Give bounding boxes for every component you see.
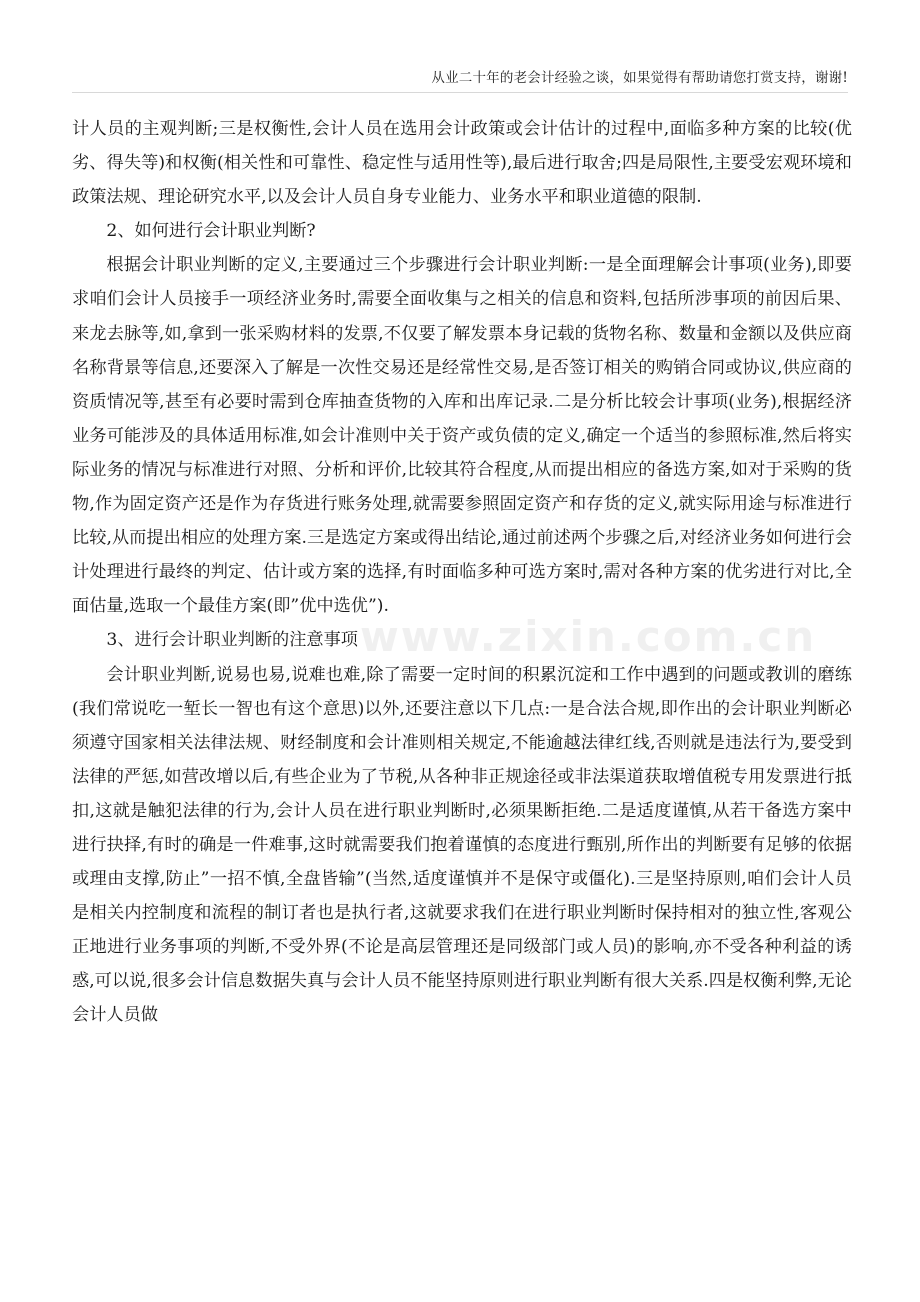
body-paragraph: 根据会计职业判断的定义,主要通过三个步骤进行会计职业判断:一是全面理解会计事项(业务),即要求咱们会计人员接手一项经济业务时,需要全面收集与之相关的信息和资料,包括所涉事项的前因后果、来龙去脉等,如,拿到一张采购材料的发票,不仅要了解发票本身记载的货物名称、数量和金额以及供应商名称背景等信息,还要深入了解是一次性交易还是经常性交易,是否签订相关的购销合同或协议,供应商的资质情况等,甚至有必要时需到仓库抽查货物的入库和出库记录.二是分析比较会计事项(业务),根据经济业务可能涉及的具体适用标准,如会计准则中关于资产或负债的定义,确定一个适当的参照标准,然后将实际业务的情况与标准进行对照、分析和评价,比较其符合程度,从而提出相应的备选方案,如对于采购的货物,作为固定资产还是作为存货进行账务处理,就需要参照固定资产和存货的定义,就实际用途与标准进行比较,从而提出相应的处理方案.三是选定方案或得出结论,通过前述两个步骤之后,对经济业务如何进行会计处理进行最终的判定、估计或方案的选择,有时面临多种可选方案时,需对各种方案的优劣进行对比,全面估量,选取一个最佳方案(即”优中选优”). <box>72 255 852 617</box>
body-paragraph: 会计职业判断,说易也易,说难也难,除了需要一定时间的积累沉淀和工作中遇到的问题或教训的磨练(我们常说吃一堑长一智也有这个意思)以外,还要注意以下几点:一是合法合规,即作出的会计职业判断必须遵守国家相关法律法规、财经制度和会计准则相关规定,不能逾越法律红线,否则就是违法行为,要受到法律的严惩,如营改增以后,有些企业为了节税,从各种非正规途径或非法渠道获取增值税专用发票进行抵扣,这就是触犯法律的行为,会计人员在进行职业判断时,必须果断拒绝.二是适度谨慎,从若干备选方案中进行抉择,有时的确是一件难事,这时就需要我们抱着谨慎的态度进行甄别,所作出的判断要有足够的依据或理由支撑,防止”一招不慎,全盘皆输”(当然,适度谨慎并不是保守或僵化).三是坚持原则,咱们会计人员是相关内控制度和流程的制订者也是执行者,这就要求我们在进行职业判断时保持相对的独立性,客观公正地进行业务事项的判断,不受外界(不论是高层管理还是同级部门或人员)的影响,亦不受各种利益的诱惑,可以说,很多会计信息数据失真与会计人员不能坚持原则进行职业判断有很大关系.四是权衡利弊,无论会计人员做 <box>72 664 852 1026</box>
header-divider <box>72 92 848 93</box>
section-heading-2: 2、如何进行会计职业判断? <box>106 221 316 242</box>
document-body <box>72 112 852 1033</box>
section-heading-3: 3、进行会计职业判断的注意事项 <box>106 630 358 651</box>
watermark-text: www.zixin.com.cn <box>360 612 817 661</box>
header-note: 从业二十年的老会计经验之谈，如果觉得有帮助请您打赏支持，谢谢! <box>431 70 848 86</box>
body-paragraph: 计人员的主观判断;三是权衡性,会计人员在选用会计政策或会计估计的过程中,面临多种方案的比较(优劣、得失等)和权衡(相关性和可靠性、稳定性与适用性等),最后进行取舍;四是局限性,主要受宏观环境和政策法规、理论研究水平,以及会计人员自身专业能力、业务水平和职业道德的限制. <box>72 119 852 208</box>
